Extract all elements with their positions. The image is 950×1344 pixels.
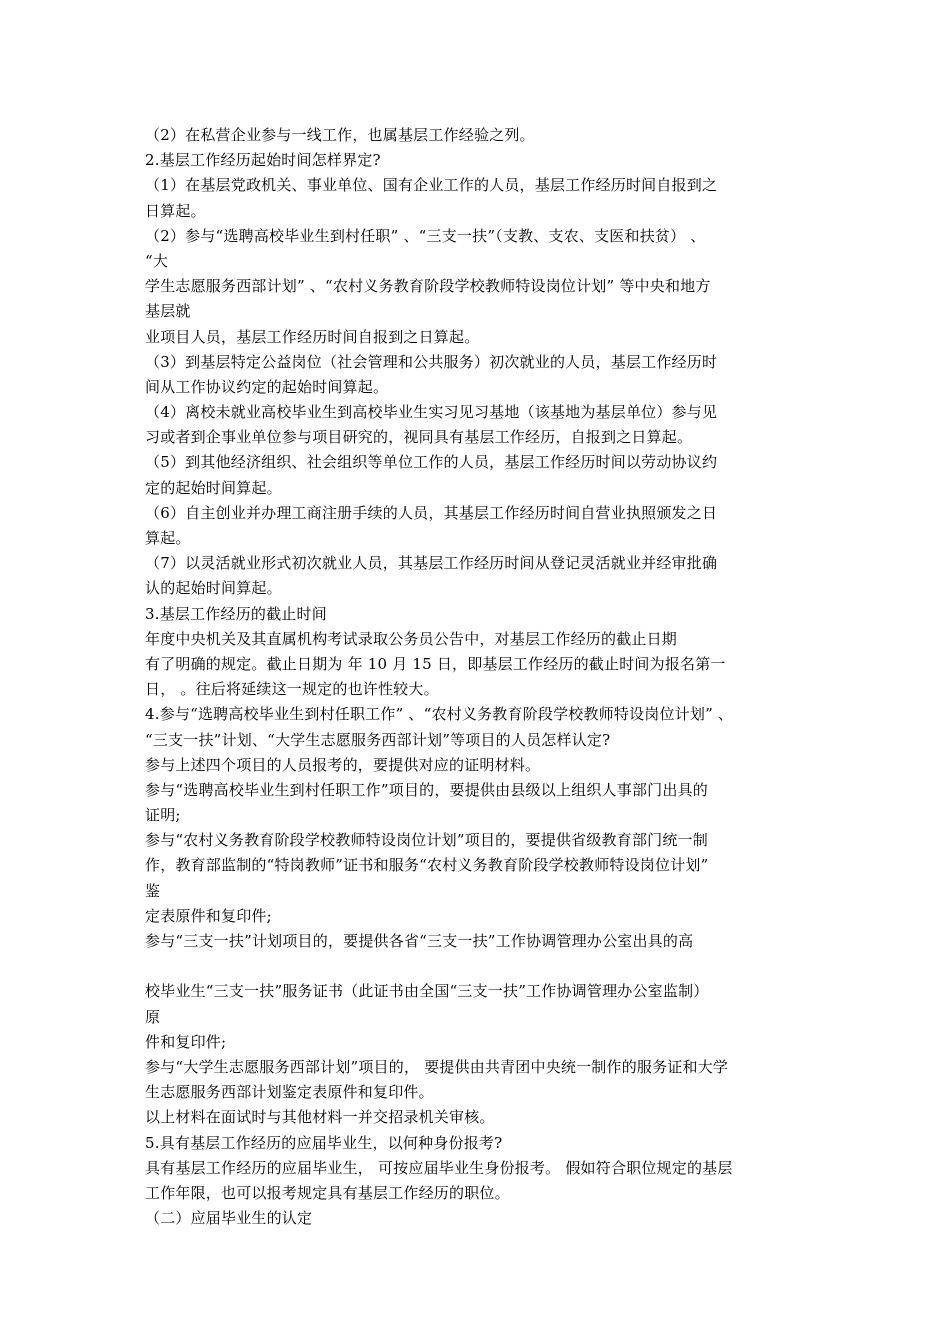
text-line: 参与上述四个项目的人员报考的，要提供对应的证明材料。 xyxy=(145,755,541,774)
section-heading: 4.参与“选聘高校毕业生到村任职工作” 、“农村义务教育阶段学校教师特设岗位计划” 、 xyxy=(145,705,734,724)
text-line: （2）参与“选聘高校毕业生到村任职” 、“三支一扶”（支教、支农、支医和扶贫） 、 xyxy=(145,226,706,245)
text-line: 参与“选聘高校毕业生到村任职工作”项目的，要提供由县级以上组织人事部门出具的 xyxy=(145,780,708,799)
text-line: 年度中央机关及其直属机构考试录取公务员公告中，对基层工作经历的截止日期 xyxy=(145,629,678,648)
text-line: 有了明确的规定。截止日期为 年 10 月 15 日，即基层工作经历的截止时间为报名第一 xyxy=(145,654,726,673)
text-line: 日， 。往后将延续这一规定的也许性较大。 xyxy=(145,680,439,699)
text-line: 工作年限，也可以报考规定具有基层工作经历的职位。 xyxy=(145,1183,510,1202)
text-line: “大 xyxy=(145,251,169,270)
text-line: 学生志愿服务西部计划” 、“农村义务教育阶段学校教师特设岗位计划” 等中央和地方 xyxy=(145,277,711,296)
text-line: （2）在私营企业参与一线工作，也属基层工作经验之列。 xyxy=(145,126,535,144)
text-line: 校毕业生“三支一扶”服务证书（此证书由全国“三支一扶”工作协调管理办公室监制） xyxy=(145,982,709,1001)
text-line: 参与“大学生志愿服务西部计划”项目的， 要提供由共青团中央统一制作的服务证和大学 xyxy=(145,1057,729,1076)
text-line: 认的起始时间算起。 xyxy=(145,579,282,598)
text-line: 参与“三支一扶”计划项目的，要提供各省“三支一扶”工作协调管理办公室出具的高 xyxy=(145,932,694,950)
text-line: （7）以灵活就业形式初次就业人员，其基层工作经历时间从登记灵活就业并经审批确 xyxy=(145,554,718,573)
text-line: 具有基层工作经历的应届毕业生， 可按应届毕业生身份报考。 假如符合职位规定的基层 xyxy=(145,1158,733,1177)
text-line: 日算起。 xyxy=(145,201,206,220)
text-line: 基层就 xyxy=(145,302,191,321)
text-line: 定表原件和复印件; xyxy=(145,906,272,925)
section-heading: （二）应届毕业生的认定 xyxy=(145,1209,313,1228)
text-line: 算起。 xyxy=(145,529,191,547)
section-heading: 3.基层工作经历的截止时间 xyxy=(145,604,327,623)
text-line: 间从工作协议约定的起始时间算起。 xyxy=(145,377,389,396)
text-line: 作，教育部监制的“特岗教师”证书和服务“农村义务教育阶段学校教师特设岗位计划” xyxy=(145,856,709,875)
blank-line xyxy=(145,954,825,979)
text-line: 定的起始时间算起。 xyxy=(145,478,282,497)
section-heading: 2.基层工作经历起始时间怎样界定? xyxy=(145,151,381,170)
text-line: （5）到其他经济组织、社会组织等单位工作的人员，基层工作经历时间以劳动协议约 xyxy=(145,453,718,472)
text-line: （4）离校未就业高校毕业生到高校毕业生实习见习基地（该基地为基层单位）参与见 xyxy=(145,403,718,422)
text-line: （1）在基层党政机关、事业单位、国有企业工作的人员，基层工作经历时间自报到之 xyxy=(145,176,718,195)
text-line: 以上材料在面试时与其他材料一并交招录机关审核。 xyxy=(145,1108,495,1127)
text-line: “三支一扶”计划、“大学生志愿服务西部计划”等项目的人员怎样认定? xyxy=(145,730,611,749)
text-line: 证明; xyxy=(145,806,181,825)
text-line: 生志愿服务西部计划鉴定表原件和复印件。 xyxy=(145,1083,434,1102)
text-line: （6）自主创业并办理工商注册手续的人员，其基层工作经历时间自营业执照颁发之日 xyxy=(145,503,718,522)
text-line: 件和复印件; xyxy=(145,1032,227,1051)
text-line: 习或者到企事业单位参与项目研究的，视同具有基层工作经历，自报到之日算起。 xyxy=(145,428,693,447)
text-line: 业项目人员，基层工作经历时间自报到之日算起。 xyxy=(145,327,480,346)
text-line: 鉴 xyxy=(145,881,161,900)
text-line: （3）到基层特定公益岗位（社会管理和公共服务）初次就业的人员，基层工作经历时 xyxy=(145,352,718,371)
section-heading: 5.具有基层工作经历的应届毕业生，以何种身份报考? xyxy=(145,1133,503,1152)
document-body xyxy=(145,123,825,1231)
text-line: 参与“农村义务教育阶段学校教师特设岗位计划”项目的，要提供省级教育部门统一制 xyxy=(145,831,708,850)
text-line: 原 xyxy=(145,1007,161,1026)
